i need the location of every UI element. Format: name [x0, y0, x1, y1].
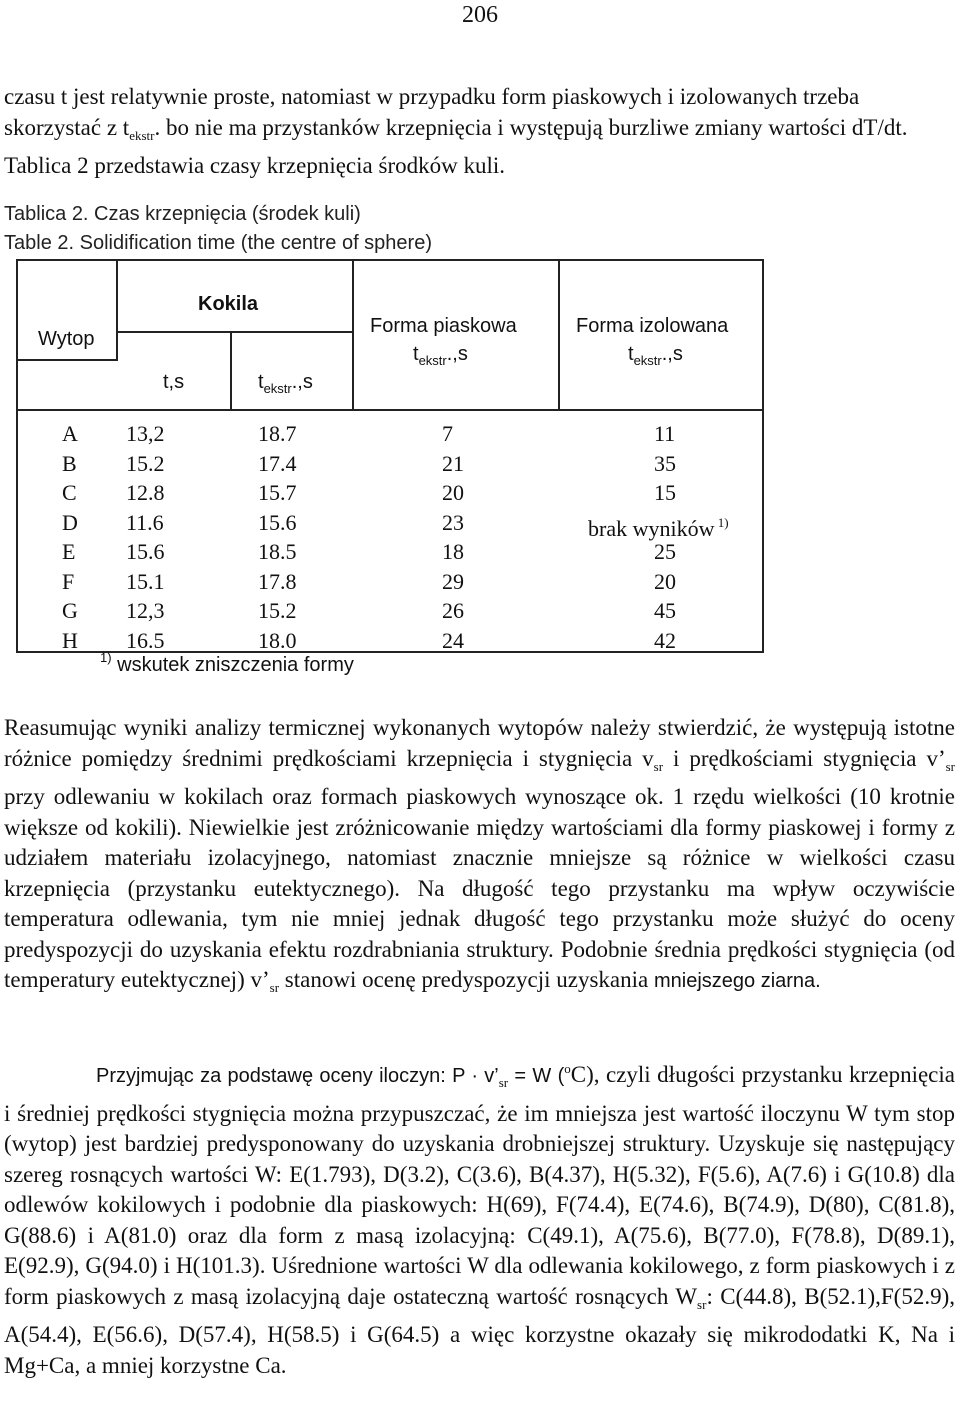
cell-kokila-tekstr: 18.0 [258, 627, 297, 653]
footnote-marker: 1) [714, 514, 729, 530]
table-divider [18, 359, 116, 361]
cell-kokila-t: 12.8 [126, 480, 165, 505]
intro-paragraph: czasu t jest relatywnie proste, natomiast w przypadku form piaskowych i izolowanych trzeba skorzystać z $t_{ekstr}$. bo nie ma przystanków krzepnięcia i występują burzliwe zmiany wartości dT/dt. Tablica 2 przedstawia czasy krzepnięcia środków kuli. [4, 84, 908, 178]
cell-kokila-t: 15.1 [126, 568, 165, 594]
cell-kokila-tekstr: 17.4 [258, 450, 297, 476]
table-divider [116, 331, 352, 333]
cell-izolowana: 15 [654, 480, 676, 505]
cell-kokila-t: 13,2 [126, 421, 165, 446]
cell-izolowana: 35 [654, 450, 676, 476]
table-caption-en: Table 2. Solidification time (the centre of sphere) [4, 232, 432, 254]
table-caption-pl: Tablica 2. Czas krzepnięcia (środek kuli) [4, 203, 361, 225]
table-footnote: $^{1)}$ wskutek zniszczenia formy [100, 650, 354, 676]
cell-kokila-tekstr: 18.5 [258, 539, 297, 564]
table-divider [352, 261, 354, 411]
cell-piaskowa: 26 [442, 598, 464, 623]
header-t-ekstr: $t_{ekstr}.,s$ [258, 371, 313, 396]
cell-kokila-tekstr: 15.6 [258, 509, 297, 535]
cell-kokila-t: 11.6 [126, 509, 164, 535]
header-ts: t,s [163, 371, 185, 393]
cell-wytop: C [62, 480, 77, 505]
cell-izolowana: 25 [654, 539, 676, 564]
cell-kokila-t: 15.6 [126, 539, 165, 564]
table-divider [116, 261, 118, 361]
cell-piaskowa: 23 [442, 509, 464, 535]
page-number: 206 [462, 2, 498, 28]
header-kokila: Kokila [198, 293, 259, 315]
cell-wytop: H [62, 627, 78, 653]
header-wytop: Wytop [38, 328, 95, 350]
cell-piaskowa: 24 [442, 627, 464, 653]
cell-piaskowa: 7 [442, 421, 453, 446]
cell-piaskowa: 18 [442, 539, 464, 564]
cell-kokila-t: 15.2 [126, 450, 165, 476]
cell-wytop: A [62, 421, 78, 446]
cell-kokila-tekstr: 18.7 [258, 421, 297, 446]
cell-wytop: B [62, 450, 77, 476]
table-divider [18, 409, 764, 411]
cell-kokila-tekstr: 17.8 [258, 568, 297, 594]
solidification-table [16, 259, 764, 653]
cell-wytop: F [62, 568, 75, 594]
cell-izolowana: brak wyników $^{1)}$ [588, 514, 729, 541]
cell-wytop: E [62, 539, 76, 564]
cell-piaskowa: 21 [442, 450, 464, 476]
paragraph-w-product: Przyjmując za podstawę oceny iloczyn: $P \cdot v’_{sr} = W$ ($^o$C), czyli długości przystanku krzepnięcia i średniej prędkości stygnięcia można przypuszczać, że im mniejsza jest wartość iloczynu W tym stop (wytop) jest bardziej predysponowany do uzyskania drobniejszej struktury. Uzyskuje się następujący szereg rosnących wartości W: E(1.793), D(3.2), C(3.6), B(4.37), H(5.32), F(5.6), A(7.6) i G(10.8) dla odlewów kokilowych i podobnie dla piaskowych: H(69), F(74.4), E(74.6), B(74.9), D(80), C(81.8), G(88.6) i A(81.0) oraz dla form z masą izolacyjną: C(49.1), A(75.6), B(77.0), F(78.8), D(89.1), E(92.9), G(94.0) i H(101.3). Uśrednione wartości W dla odlewania kokilowego, z form piaskowych i z form piaskowych z masą izolacyjną daje ostateczną wartość rosnących $W_{sr}$: C(44.8), B(52.1),F(52.9), A(54.4), E(56.6), D(57.4), H(58.5) i G(64.5) a więc korzystne okazały się mikrododatki K, Na i Mg+Ca, a mniej korzystne Ca. [4, 1061, 956, 1378]
cell-izolowana: 42 [654, 627, 676, 653]
cell-izolowana: 11 [654, 421, 676, 446]
cell-kokila-t: 12,3 [126, 598, 165, 623]
header-forma-piaskowa: Forma piaskowa [370, 315, 517, 337]
cell-piaskowa: 29 [442, 568, 464, 594]
table-divider [558, 261, 560, 411]
cell-kokila-tekstr: 15.2 [258, 598, 297, 623]
cell-piaskowa: 20 [442, 480, 464, 505]
cell-izolowana: 45 [654, 598, 676, 623]
paragraph-summary: Reasumując wyniki analizy termicznej wykonanych wytopów należy stwierdzić, że występują istotne różnice pomiędzy średnimi prędkościami krzepnięcia i stygnięcia $v_{sr}$ i prędkościami stygnięcia $v’_{sr}$ przy odlewaniu w kokilach oraz formach piaskowych wynoszące ok. 1 rzędu wielkości (10 krotnie większe od kokili). Niewielkie jest zróżnicowanie między wartościami dla formy piaskowej i formy z udziałem materiału izolacyjnego, natomiast znacznie mniejsze są różnice w wielkości czasu krzepnięcia (przystanku eutektycznego). Na długość tego przystanku ma wpływ oczywiście temperatura odlewania, tym nie mniej jednak długość tego przystanku może służyć do oceny predyspozycji do uzyskania efektu rozdrabniania struktury. Podobnie średnia prędkości stygnięcia (od temperatury eutektycznej) $v’_{sr}$ stanowi ocenę predyspozycji uzyskania mniejszego ziarna. [4, 715, 956, 995]
cell-wytop: D [62, 509, 78, 535]
cell-izolowana: 20 [654, 568, 676, 594]
cell-wytop: G [62, 598, 78, 623]
header-forma-izolowana: Forma izolowana [576, 315, 729, 337]
cell-kokila-t: 16.5 [126, 627, 165, 653]
header-izolowana-unit: $t_{ekstr}.,s$ [628, 343, 683, 368]
table-divider [230, 331, 232, 411]
cell-kokila-tekstr: 15.7 [258, 480, 297, 505]
header-piaskowa-unit: $t_{ekstr}.,s$ [413, 343, 468, 368]
